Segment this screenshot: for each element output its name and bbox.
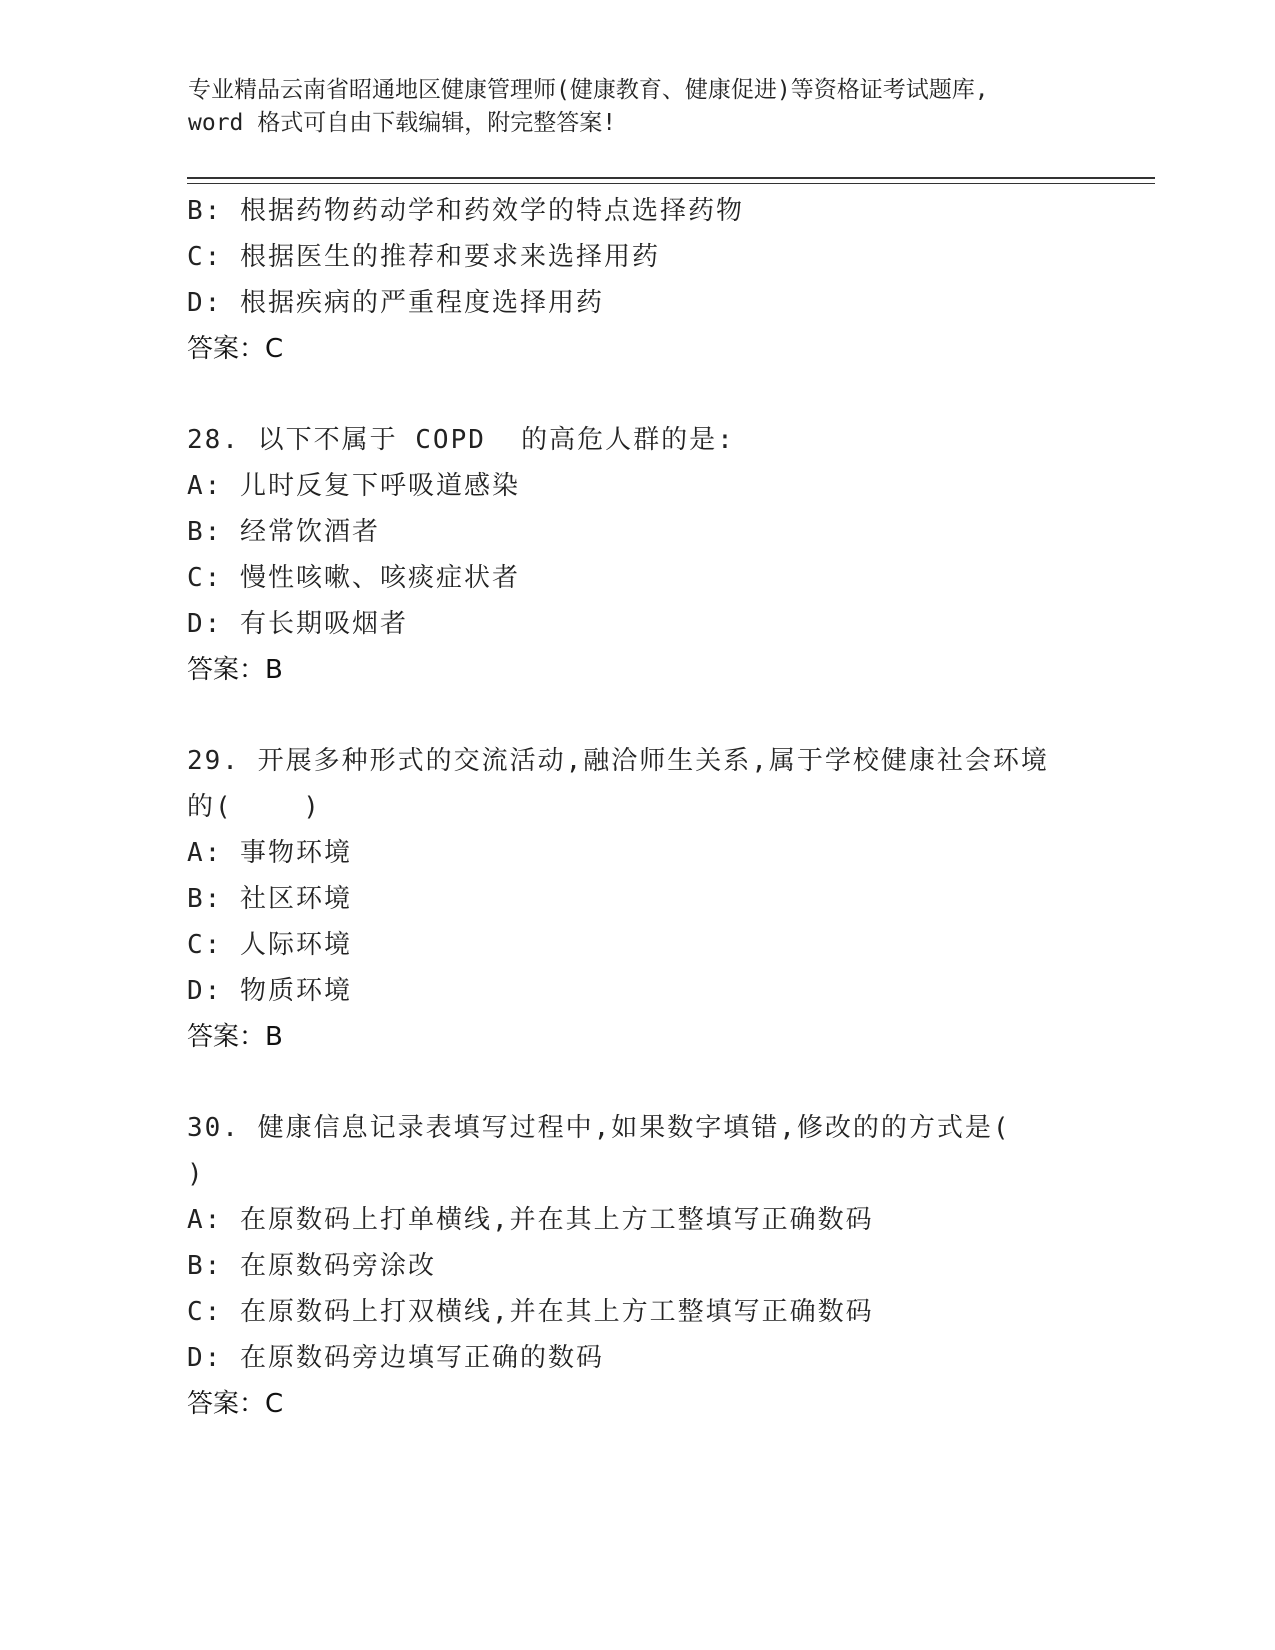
question-content — [187, 188, 1147, 1427]
prev-question — [187, 188, 1147, 372]
option-c: C: 根据医生的推荐和要求来选择用药 — [187, 242, 660, 272]
answer: 答案：B — [187, 655, 283, 685]
header-line-2: word 格式可自由下载编辑，附完整答案! — [188, 110, 617, 136]
question-stem-line-2: 的( ) — [187, 792, 321, 822]
option-a: A: 儿时反复下呼吸道感染 — [187, 471, 520, 501]
header-line-1: 专业精品云南省昭通地区健康管理师(健康教育、健康促进)等资格证考试题库, — [188, 77, 989, 103]
answer: 答案：C — [187, 334, 284, 364]
option-a: A: 事物环境 — [187, 838, 352, 868]
option-c: C: 慢性咳嗽、咳痰症状者 — [187, 563, 520, 593]
option-b: B: 社区环境 — [187, 884, 352, 914]
option-a: A: 在原数码上打单横线,并在其上方工整填写正确数码 — [187, 1205, 874, 1235]
answer: 答案：C — [187, 1389, 284, 1419]
question-29 — [187, 738, 1147, 1060]
header-divider-top — [187, 177, 1155, 179]
option-d: D: 在原数码旁边填写正确的数码 — [187, 1343, 604, 1373]
option-d: D: 根据疾病的严重程度选择用药 — [187, 288, 604, 318]
question-stem-line-1: 29. 开展多种形式的交流活动,融洽师生关系,属于学校健康社会环境 — [187, 746, 1049, 776]
answer: 答案：B — [187, 1022, 283, 1052]
option-d: D: 有长期吸烟者 — [187, 609, 408, 639]
option-b: B: 根据药物药动学和药效学的特点选择药物 — [187, 196, 744, 226]
option-c: C: 人际环境 — [187, 930, 352, 960]
question-stem-line-2: ) — [187, 1159, 205, 1189]
question-stem-line-1: 30. 健康信息记录表填写过程中,如果数字填错,修改的的方式是( — [187, 1113, 1011, 1143]
header-divider-bottom — [187, 183, 1155, 184]
question-30 — [187, 1105, 1147, 1427]
page-header — [188, 74, 1088, 140]
question-28 — [187, 417, 1147, 693]
option-b: B: 在原数码旁涂改 — [187, 1251, 436, 1281]
option-c: C: 在原数码上打双横线,并在其上方工整填写正确数码 — [187, 1297, 874, 1327]
option-d: D: 物质环境 — [187, 976, 352, 1006]
option-b: B: 经常饮酒者 — [187, 517, 380, 547]
question-stem: 28. 以下不属于 COPD 的高危人群的是: — [187, 425, 735, 455]
